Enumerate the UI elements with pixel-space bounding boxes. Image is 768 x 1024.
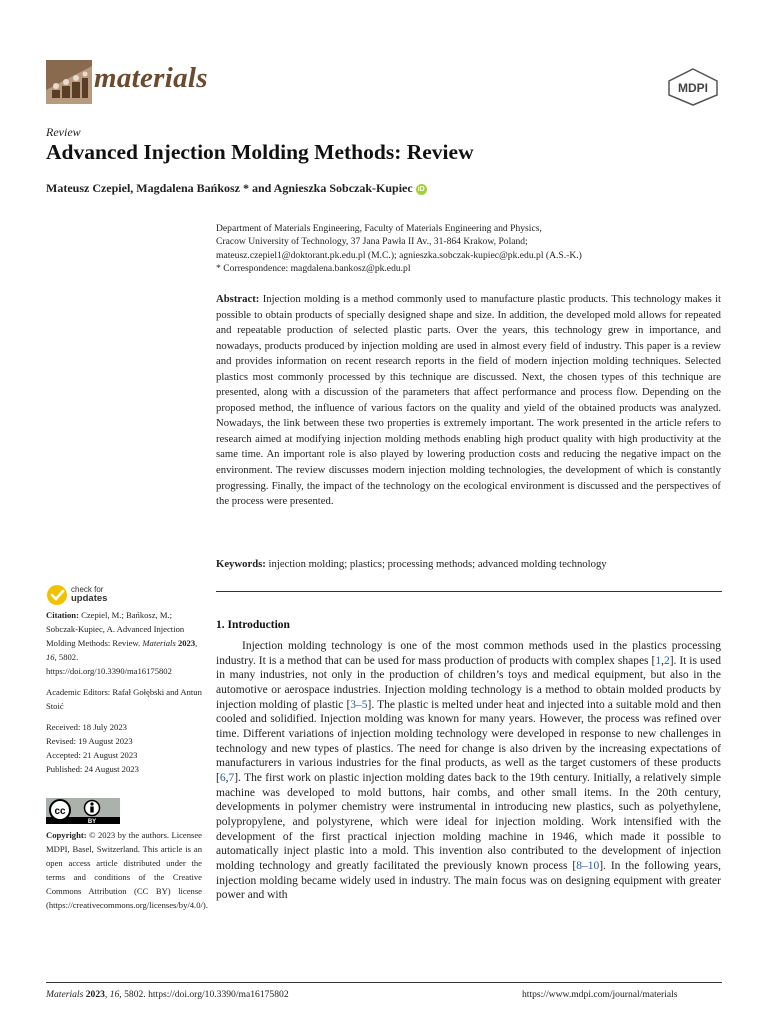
mdpi-logo-icon[interactable] (666, 68, 720, 106)
copyright-label: Copyright: (46, 830, 87, 840)
intro-text: ]. The first work on plastic injection molding dates back to the 19th century. Initially, a relatively simple machine was developed to mold buttons, hair combs, and other small items. In the 20th century, developments in polymer chemistry were instrumental in introducing new plastics, such as polyethylene, polypropylene, and polystyrene, which were ideal for injection molding. Work intensified with the development of the first practical injection molding machine in 1946, which made it possible to automatically inject plastic into a mold. This invention also contributed to the development of injection molding technology and greatly facilitated the previously known process [ (216, 771, 721, 872)
section-heading-introduction: 1. Introduction (216, 619, 290, 631)
footer-volume: 16 (109, 989, 120, 1000)
keywords-label: Keywords: (216, 558, 266, 570)
abstract-text: Injection molding is a method commonly used to manufacture plastic products. This technology makes it possible to obtain products of specially designed shape and size. In addition, the developed mold allows for repeated and repeatable production of selected plastic parts. Over the years, this technology grew in importance, and nowadays, products produced by injection molding are used in almost every field of industry. This paper is a review and provides information on recent research reports in the field of modern injection molding techniques. Selected plastics most commonly processed by this technique are discussed. Next, the chosen types of this technique are presented, along with a discussion of the parameters that affect performance and process flow. Depending on the proposed method, the influence of various factors on the quality and yield of the obtained products was analyzed. Nowadays, the link between these two properties is extremely important. The work presented in the article refers to research aimed at modifying injection molding methods enabling high product quality with high productivity at the same time. An important role is also played by lowering production costs and reducing the negative impact on the environment. The review discusses modern injection molding technologies, the development of which is constantly progressing. Finally, the impact of the technology on the ecological environment is discussed and the perspectives of the process were presented. (216, 293, 722, 508)
footer-doi[interactable]: , 5802. https://doi.org/10.3390/ma16175802 (119, 989, 289, 1000)
journal-logo-icon (46, 60, 92, 104)
citation-link[interactable]: 3–5 (350, 698, 368, 711)
footer-journal-url[interactable]: https://www.mdpi.com/journal/materials (522, 989, 678, 1000)
citation-doi[interactable]: , 5802. https://doi.org/10.3390/ma16175802 (46, 652, 172, 676)
date-received: Received: 18 July 2023 (46, 722, 127, 732)
editors-block (46, 685, 202, 713)
mdpi-logo-text: MDPI (678, 81, 708, 95)
copyright-text: © 2023 by the authors. Licensee MDPI, Basel, Switzerland. This article is an open access article distributed under the terms and conditions of the Creative Commons Attribution (CC BY) license (https://creativecommons.org/licenses/by/4.0/). (46, 830, 208, 910)
check-for-updates-button[interactable] (46, 584, 126, 606)
check-updates-line2: updates (71, 593, 108, 604)
cc-by-text: BY (87, 819, 97, 824)
intro-text: ]. The plastic is melted under heat and injected into a suitable mold and then cooled and solidified. Injection molding was known for many years. However, the process was refined over time. Different variations of injection molding technology were developed in response to new challenges in technology and new types of plastics. The need for change is also driven by the increasing expectations of manufacturers in various industries for the final products, as well as the target customers of these products [ (216, 698, 721, 784)
orcid-icon[interactable]: iD (417, 186, 425, 193)
article-type: Review (46, 125, 81, 139)
cc-text: cc (54, 806, 66, 817)
citation-year: 2023 (177, 638, 196, 648)
editors-text: Rafał Gołębski and Antun Stoić (46, 687, 202, 711)
abstract-label: Abstract: (216, 293, 260, 305)
keywords-text: injection molding; plastics; processing methods; advanced molding technology (268, 558, 607, 570)
footer-year: 2023 (85, 989, 105, 1000)
affiliation-line: Department of Materials Engineering, Faculty of Materials Engineering and Physics, (216, 223, 542, 234)
footer-citation: Materials 2023, 16, 5802. https://doi.org/10.3390/ma16175802 (46, 989, 289, 1000)
date-accepted: Accepted: 21 August 2023 (46, 750, 138, 760)
check-updates-line1: check for (71, 585, 104, 594)
citation-block: Citation: Czepiel, M.; Bańkosz, M.; Sobczak-Kupiec, A. Advanced Injection Molding Methods: Review. Materials 2023, 16, 5802. https://doi.org/10.3390/ma16175802 (46, 610, 198, 676)
citation-link[interactable]: 1 (655, 654, 662, 667)
citation-text: Czepiel, M.; Bańkosz, M.; Sobczak-Kupiec, A. Advanced Injection Molding Methods: Review. (46, 610, 185, 648)
keywords (216, 558, 721, 570)
date-revised: Revised: 19 August 2023 (46, 736, 133, 746)
intro-text: Injection molding technology is one of the most common methods used in the plastics processing industry. It is a method that can be used for mass production of products with complex shapes [ (216, 640, 721, 667)
authors-text: Mateusz Czepiel, Magdalena Bańkosz * and Agnieszka Sobczak-Kupiec (46, 181, 413, 195)
copyright-block (46, 828, 208, 919)
citation-link[interactable]: 7 (228, 771, 235, 784)
intro-text: , (225, 771, 229, 784)
abstract (216, 292, 721, 510)
introduction-paragraph (216, 639, 721, 903)
correspondence-line[interactable]: * Correspondence: magdalena.bankosz@pk.edu.pl (216, 263, 411, 275)
sidebar (46, 608, 202, 783)
affiliation-emails[interactable]: mateusz.czepiel1@doktorant.pk.edu.pl (M.C.); agnieszka.sobczak-kupiec@pk.edu.pl (A.S.-K.) (216, 249, 582, 261)
author-list (46, 181, 427, 196)
citation-label: Citation: (46, 610, 79, 620)
check-updates-icon (46, 584, 68, 606)
introduction-body (216, 639, 721, 903)
citation-link[interactable]: 6 (219, 771, 226, 784)
citation-link[interactable]: 2 (663, 654, 670, 667)
article-title: Advanced Injection Molding Methods: Review (46, 140, 474, 164)
editors-label: Academic Editors: (46, 687, 111, 697)
citation-volume: 16 (46, 652, 55, 662)
cc-by-license-icon[interactable] (46, 798, 120, 824)
footer-divider (46, 982, 722, 983)
journal-name: materials (94, 62, 208, 94)
citation-journal: Materials (142, 638, 176, 648)
intro-text: , (661, 654, 664, 667)
affiliation-block (216, 222, 716, 276)
citation-link[interactable]: 8–10 (576, 859, 600, 872)
section-divider (216, 591, 722, 592)
footer-journal: Materials (46, 989, 84, 1000)
affiliation-line: Cracow University of Technology, 37 Jana Pawła II Av., 31-864 Krakow, Poland; (216, 236, 528, 248)
intro-text: ]. In the following years, injection molding became widely used in industry. The main focus was on designing equipment with greater power and with (216, 859, 721, 902)
date-published: Published: 24 August 2023 (46, 764, 139, 774)
intro-text: ]. It is used in many industries, not only in the production of children’s toys and medical equipment, but also in the automotive or aerospace industries. Injection molding technology is a method to obtain molded products by injection molding of plastic [ (216, 654, 722, 711)
